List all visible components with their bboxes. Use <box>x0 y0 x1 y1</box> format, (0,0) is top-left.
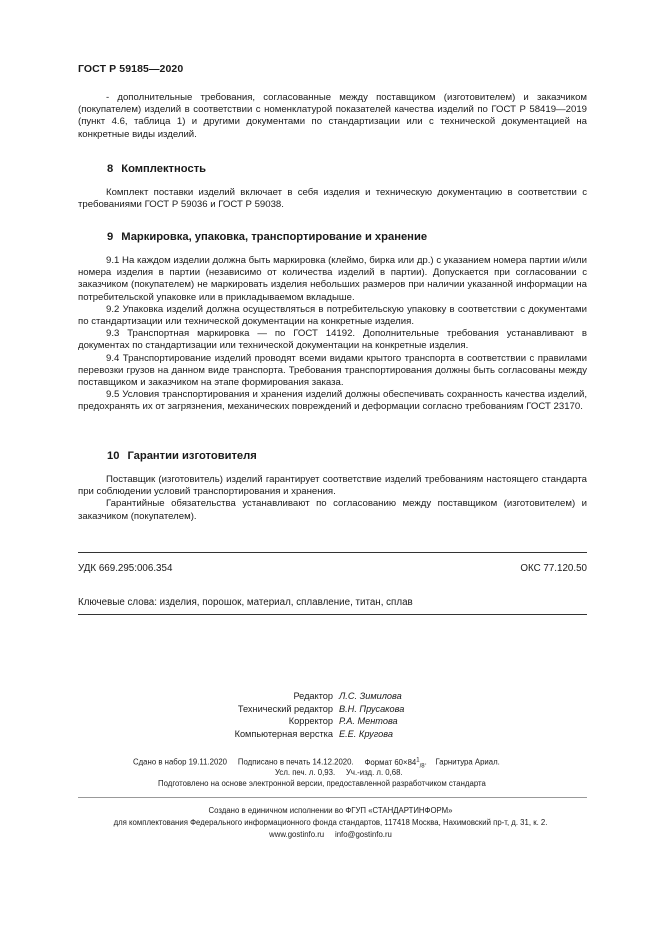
imprint-print-sheets: Усл. печ. л. 0,93. <box>275 768 336 777</box>
udk-code: УДК 669.295:006.354 <box>78 563 173 574</box>
credits-block <box>190 690 404 740</box>
credit-role: Компьютерная верстка <box>234 728 333 739</box>
credit-name: Л.С. Зимилова <box>339 691 402 701</box>
divider-bottom <box>78 614 587 615</box>
imprint-line-2 <box>275 767 403 779</box>
section-8-body <box>78 187 587 211</box>
credit-name: Р.А. Ментова <box>339 716 398 727</box>
credit-name: В.Н. Прусакова <box>339 703 405 714</box>
imprint-format: Формат $60\times 84^1_{/8}$ <box>364 757 425 770</box>
publisher-site-link[interactable]: www.gostinfo.ru <box>269 830 325 839</box>
credit-tech-editor <box>190 703 404 716</box>
paragraph-9-5: 9.5 Условия транспортирования и хранения изделий должны обеспечивать сохранность качества изделий, предохранять их от загрязнения, механических повреждений и деформации согласно требованиям ГОСТ 23170. <box>78 389 587 413</box>
credit-role: Редактор <box>293 691 333 701</box>
section-8-title: Комплектность <box>121 163 207 175</box>
credit-name: Е.Е. Кругова <box>339 728 393 739</box>
section-10-title: Гарантии изготовителя <box>127 450 257 462</box>
keywords: Ключевые слова: изделия, порошок, материал, сплавление, титан, сплав <box>78 597 413 608</box>
section-9-number: 9 <box>107 231 114 243</box>
publisher-contacts <box>0 829 661 841</box>
imprint-font: Гарнитура Ариал. <box>435 757 500 767</box>
publisher-email-link[interactable]: info@gostinfo.ru <box>334 830 392 839</box>
oks-code: ОКС 77.120.50 <box>520 563 587 574</box>
intro-block <box>78 92 587 141</box>
section-9-title: Маркировка, упаковка, транспортирование и хранение <box>121 231 428 243</box>
section-8-heading <box>107 163 206 175</box>
paragraph-9-3: 9.3 Транспортная маркировка — по ГОСТ 14192. Дополнительные требования устанавливают в документах по стандартизации или технической документации на конкретные изделия. <box>78 328 587 352</box>
publisher-line-2: для комплектования Федерального информационного фонда стандартов, 117418 Москва, Нахимовский пр-т, д. 31, к. 2. <box>113 818 548 827</box>
section-10-paragraph-2: Гарантийные обязательства устанавливают по согласованию между поставщиком (изготовителем) и заказчиком (покупателем). <box>78 498 587 522</box>
credit-role: Корректор <box>288 716 333 727</box>
section-10-number: 10 <box>107 450 120 462</box>
paragraph-9-4: 9.4 Транспортирование изделий проводят всеми видами крытого транспорта в соответствии с правилами перевозки грузов на данном виде транспорта. Требования транспортирования должны быть согласованы между поставщиком и заказчиком на этапе формирования заказа. <box>78 352 587 389</box>
section-9-heading <box>107 231 427 243</box>
imprint-signed: Подписано в печать 14.12.2020. <box>237 757 354 767</box>
imprint-submitted: Сдано в набор 19.11.2020 <box>133 757 228 767</box>
section-8-paragraph: Комплект поставки изделий включает в себя изделия и техническую документацию в соответствии с требованиями ГОСТ Р 59036 и ГОСТ Р 59038. <box>78 187 587 211</box>
document-code: ГОСТ Р 59185—2020 <box>78 63 184 75</box>
publisher-line-1: Создано в единичном исполнении во ФГУП «СТАНДАРТИНФОРМ» <box>208 806 453 815</box>
credit-proofreader <box>190 715 404 728</box>
credit-role: Технический редактор <box>237 703 333 714</box>
section-8-number: 8 <box>107 163 114 175</box>
paragraph-9-2: 9.2 Упаковка изделий должна осуществляться в потребительскую упаковку в соответствии с документами по стандартизации или технической документации на конкретные изделия. <box>78 303 587 328</box>
credit-layout <box>190 728 404 741</box>
section-10-paragraph-1: Поставщик (изготовитель) изделий гарантирует соответствие изделий требованиям настоящего стандарта при соблюдении условий транспортирования и хранения. <box>78 474 587 498</box>
classification-row <box>78 563 587 574</box>
divider-top <box>78 552 587 553</box>
credit-editor <box>190 690 404 703</box>
paragraph-9-1: 9.1 На каждом изделии должна быть маркировка (клеймо, бирка или др.) с указанием номера партии и/или номера изделия в партии (независимо от количества изделий в партии). Допускается при согласовании с заказчиком (покупателем) не маркировать изделия небольших размеров при наличии указанной информации на потребительской упаковке или в прикладываемом вкладыше. <box>78 255 587 303</box>
imprint-line-1: Сдано в набор 19.11.2020 Подписано в печать 14.12.2020. Формат $60\times 84^1_{/8}$. Гарнитура Ариал. <box>133 757 500 770</box>
divider-imprint <box>78 797 587 798</box>
publisher-block <box>0 805 661 841</box>
imprint-prepared: Подготовлено на основе электронной версии, предоставленной разработчиком стандарта <box>158 779 486 788</box>
imprint-pub-sheets: Уч.-изд. л. 0,68. <box>345 768 403 777</box>
section-10-heading <box>107 450 257 462</box>
section-9-body <box>78 255 587 414</box>
section-10-body <box>78 474 587 523</box>
intro-paragraph: - дополнительные требования, согласованные между поставщиком (изготовителем) и заказчиком (покупателем) изделий в соответствии с номенклатурой показателей качества изделий по ГОСТ Р 58419—2019 (пункт 4.6, таблица 1) и другими документами по стандартизации или с технической документацией на конкретные виды изделий. <box>78 92 587 140</box>
